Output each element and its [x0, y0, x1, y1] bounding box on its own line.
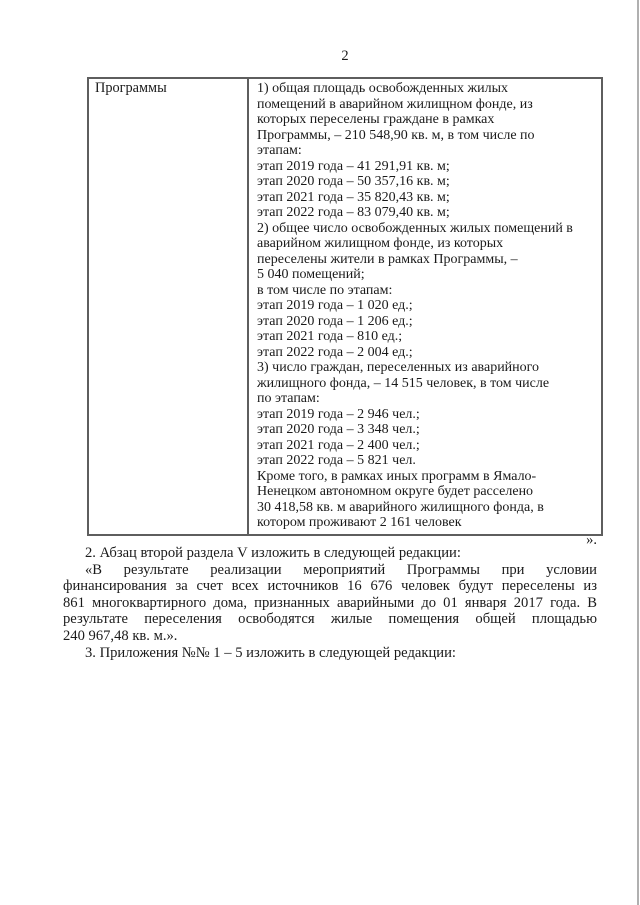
text-line: 3) число граждан, переселенных из аварийного: [257, 360, 540, 375]
text-line: 2) общее число освобожденных жилых помещений в: [257, 220, 573, 236]
text-line: котором проживают 2 161 человек: [257, 515, 462, 530]
text-line: Ненецком автономном округе будет расселено: [257, 484, 534, 499]
text-line: 861 многоквартирного дома, признанных аварийными до 01 января 2017 года. В: [63, 594, 597, 611]
text-line: этап 2021 года – 35 820,43 кв. м;: [257, 189, 450, 205]
table-row-label-cell: Программы: [89, 79, 249, 534]
table-value-cell: [249, 79, 601, 534]
text-line: 5 040 помещений;: [257, 267, 365, 282]
text-line: 240 967,48 кв. м.».: [63, 627, 178, 644]
body-text-block: [63, 545, 597, 661]
program-results-table: [87, 77, 603, 536]
text-line: которых переселены граждане в рамках: [257, 112, 495, 127]
text-line: «В результате реализации мероприятий Программы при условии: [85, 561, 597, 578]
text-line: переселены жители в рамках Программы, –: [257, 251, 518, 267]
text-line: Программы, – 210 548,90 кв. м, в том числе по: [257, 127, 535, 143]
text-line: этап 2022 года – 5 821 чел.: [257, 453, 416, 468]
text-line: Кроме того, в рамках иных программ в Ямало-: [257, 468, 537, 484]
text-line: в том числе по этапам:: [257, 282, 393, 298]
text-line: 30 418,58 кв. м аварийного жилищного фонда, в: [257, 499, 544, 515]
text-line: этап 2020 года – 1 206 ед.;: [257, 313, 413, 329]
text-line: помещений в аварийном жилищном фонде, из: [257, 96, 533, 112]
scan-edge-artifact: [637, 0, 639, 905]
quoted-edition-paragraph: [63, 562, 597, 645]
page-number: 2: [341, 48, 349, 64]
text-line: этап 2022 года – 2 004 ед.;: [257, 344, 413, 360]
text-line: финансирования за счет всех источников 16 676 человек будут переселены из: [63, 578, 597, 595]
text-line: этап 2021 года – 810 ед.;: [257, 329, 403, 344]
text-line: этап 2019 года – 2 946 чел.;: [257, 406, 420, 422]
text-line: этап 2020 года – 3 348 чел.;: [257, 422, 420, 437]
closing-quote-mark: ».: [586, 532, 597, 548]
text-line: этап 2019 года – 41 291,91 кв. м;: [257, 158, 450, 174]
paragraph-item-3: 3. Приложения №№ 1 – 5 изложить в следующей редакции:: [85, 644, 456, 661]
text-line: этапам:: [257, 143, 302, 158]
text-line: этап 2020 года – 50 357,16 кв. м;: [257, 174, 450, 189]
text-line: этап 2019 года – 1 020 ед.;: [257, 298, 413, 313]
text-line: этап 2022 года – 83 079,40 кв. м;: [257, 205, 450, 220]
paragraph-item-2: 2. Абзац второй раздела V изложить в следующей редакции:: [85, 545, 461, 561]
text-line: результате переселения освободятся жилые помещения общей площадью: [63, 611, 597, 628]
text-line: жилищного фонда, – 14 515 человек, в том числе: [257, 375, 550, 391]
text-line: этап 2021 года – 2 400 чел.;: [257, 437, 420, 453]
text-line: по этапам:: [257, 391, 320, 406]
text-line: 1) общая площадь освобожденных жилых: [257, 81, 509, 96]
text-line: аварийном жилищном фонде, из которых: [257, 236, 504, 251]
